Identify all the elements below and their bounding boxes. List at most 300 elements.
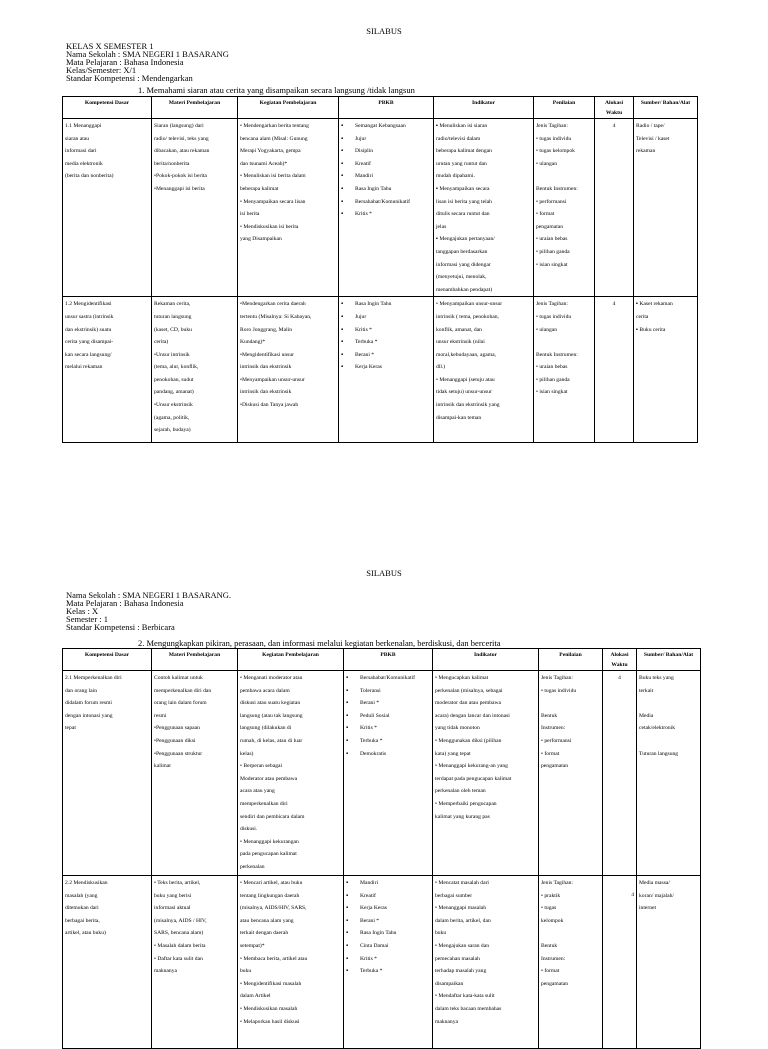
cell-line: didalam forum resmi bbox=[65, 700, 112, 707]
cell-line: (tema, alur, konflik, bbox=[154, 364, 199, 371]
cell-line: •Mengidentifikasi unsur bbox=[240, 351, 295, 358]
header-cell: Sumber/ Bahan/Alat bbox=[637, 649, 701, 671]
cell-line: • ulangan bbox=[536, 160, 558, 167]
cell-indikator bbox=[433, 671, 539, 876]
cell-line: sejarah, budaya) bbox=[154, 427, 191, 434]
cell-line: koran/ majalah/ bbox=[639, 892, 674, 899]
table-row bbox=[63, 119, 698, 297]
cell-line: terkait dengan daerah bbox=[240, 930, 289, 937]
cell-line: (misalnya, AIDS/HIV, SARS, bbox=[240, 905, 307, 912]
cell-line: •Penggunaan diksi bbox=[154, 737, 196, 744]
document-header bbox=[66, 42, 229, 82]
cell-line: maknanya bbox=[154, 968, 177, 975]
competency-detail-2: 2. Mengungkapkan pikiran, perasaan, dan informasi melalui kegiatan berkenalan, berdiskusi, dan bercerita bbox=[138, 638, 501, 648]
cell-line: rekaman bbox=[636, 148, 656, 155]
cell-line: Kundang)* bbox=[240, 339, 266, 346]
cell-line: 1.1 Menanggapi bbox=[65, 123, 102, 129]
header-cell: Indikator bbox=[434, 97, 534, 119]
cell-line: rumah, di kelas, atau di luar bbox=[240, 737, 303, 744]
cell-line: Jenis Tagihan: bbox=[541, 880, 573, 886]
header-cell: Kegiatan Pembelajaran bbox=[238, 97, 339, 119]
cell-line: cerita) bbox=[154, 339, 169, 346]
cell-line: informasi aktual bbox=[154, 905, 191, 912]
cell-line: • format bbox=[536, 211, 555, 218]
bullet-item: ▪ Rasa Ingin Tahu bbox=[341, 183, 431, 196]
cell-line: perkenalan (misalnya, sebagai bbox=[435, 687, 503, 694]
cell-line: Bentuk bbox=[541, 942, 558, 949]
semester: Semester : 1 bbox=[66, 614, 109, 624]
header-cell: Indikator bbox=[433, 649, 539, 671]
cell-line: internet bbox=[639, 905, 657, 912]
cell-line: melalui rekaman bbox=[65, 364, 103, 371]
bullet-item: ▪ Cinta Damai bbox=[346, 940, 430, 953]
cell-sumber bbox=[634, 297, 698, 443]
cell-line: pengamatan bbox=[541, 980, 569, 987]
cell-pbkb bbox=[344, 876, 433, 1049]
table-header-row bbox=[63, 97, 698, 119]
cell-alokasi: 4 bbox=[603, 876, 637, 1049]
cell-line: disampai-kan teman bbox=[436, 414, 482, 421]
cell-line: tepat bbox=[65, 725, 76, 732]
cell-line: • tugas individu bbox=[541, 687, 577, 694]
cell-materi bbox=[152, 876, 238, 1049]
cell-line: maknanya bbox=[435, 1018, 458, 1025]
cell-line: • Berperan sebagai bbox=[240, 763, 283, 770]
cell-line bbox=[541, 927, 600, 940]
cell-line: • Melaporkan hasil diskusi bbox=[240, 1018, 300, 1025]
subject: Mata Pelajaran : Bahasa Indonesia bbox=[66, 57, 184, 67]
cell-line: • isian singkat bbox=[536, 261, 568, 268]
cell-line: sendiri dan pembicara dalam bbox=[240, 813, 305, 820]
cell-line: 2.2 Mendiskusikan bbox=[65, 880, 108, 886]
cell-alokasi: 4 bbox=[603, 671, 637, 876]
cell-line: tidak setuju) unsur-unsur bbox=[436, 389, 492, 396]
cell-line: Buku teks yang bbox=[639, 675, 674, 681]
cell-line: kalimat yang kurang pas bbox=[435, 813, 490, 820]
bullet-item: ▪ Terbuka * bbox=[341, 336, 431, 349]
cell-line: pada pengucapan kalimat bbox=[240, 851, 297, 858]
cell-line: Media bbox=[639, 712, 654, 719]
cell-kegiatan bbox=[238, 671, 344, 876]
cell-line: radio/ televisi, teks yang bbox=[154, 135, 209, 142]
cell-sumber bbox=[637, 876, 701, 1049]
cell-line: • tugas bbox=[541, 905, 557, 912]
cell-pbkb bbox=[344, 671, 433, 876]
cell-line: pengamatan bbox=[536, 223, 564, 230]
cell-line: • pilihan ganda bbox=[536, 248, 570, 255]
cell-line: langsung (dilakukan di bbox=[240, 725, 292, 732]
cell-line: • Memperbaiki pengucapan bbox=[435, 800, 497, 807]
cell-line: tertentu (Misalnya: Si Kabayan, bbox=[240, 313, 312, 320]
cell-line: yang tidak monoton bbox=[435, 725, 480, 732]
bullet-item: ▪ Jujur bbox=[341, 311, 431, 324]
cell-line: berbagai sumber bbox=[435, 892, 473, 899]
page-title-2: SILABUS bbox=[366, 568, 402, 578]
cell-line: tanggapan berdasarkan bbox=[436, 248, 488, 255]
bullet-item: ▪ Bersahabat/Komunikatif bbox=[341, 196, 431, 209]
cell-line: • tugas individu bbox=[536, 313, 572, 320]
bullet-item: ▪ Terbuka * bbox=[346, 735, 430, 748]
cell-penilaian bbox=[534, 297, 595, 443]
cell-line: • Menuliskan isi berita dalam bbox=[240, 173, 306, 180]
table-row bbox=[63, 876, 701, 1049]
cell-line: buku bbox=[435, 930, 447, 937]
cell-line: • uraian bebas bbox=[536, 364, 568, 371]
cell-line: media elektronik bbox=[65, 160, 103, 167]
cell-line: setempat)* bbox=[240, 942, 265, 949]
cell-line: • Menanggapi kekurang-an yang bbox=[435, 763, 508, 770]
cell-line: • uraian bebas bbox=[536, 236, 568, 243]
cell-line: yang Disampaikan bbox=[240, 236, 282, 243]
cell-alokasi: 4 bbox=[595, 297, 634, 443]
cell-line: Televisi / kaset bbox=[636, 135, 670, 142]
cell-line: Tuturan langsung bbox=[639, 750, 679, 757]
header-cell: PBKB bbox=[344, 649, 433, 671]
cell-kompetensi-dasar bbox=[63, 876, 152, 1049]
cell-line: • Mencatat masalah dari bbox=[435, 880, 489, 886]
bullet-item: ▪ Bersahabat/Komunikatif bbox=[346, 672, 430, 685]
cell-line: lisan isi berita yang telah bbox=[436, 198, 492, 205]
bullet-item: ▪ Kritis * bbox=[341, 324, 431, 337]
class-semester: KELAS X SEMESTER 1 bbox=[66, 41, 154, 51]
bullet-item: ▪ Berani * bbox=[346, 697, 430, 710]
cell-line: atau bencana alam yang bbox=[240, 917, 294, 924]
cell-line: ▪ Menuliskan isi siaran bbox=[436, 123, 488, 129]
competency-detail: 1. Memahami siaran atau cerita yang disampaikan secara langsung /tidak langsun bbox=[138, 85, 415, 95]
cell-line: (agama, politik, bbox=[154, 414, 190, 421]
cell-line bbox=[639, 735, 698, 748]
cell-line: buku yang berisi bbox=[154, 892, 192, 899]
cell-line: 2.1 Memperkenalkan diri bbox=[65, 675, 122, 681]
cell-line: • performansi bbox=[536, 198, 567, 205]
bullet-item: ▪ Terbuka * bbox=[346, 965, 430, 978]
cell-line: (menyetujui, menolak, bbox=[436, 274, 487, 281]
bullet-item: ▪ Mandiri bbox=[346, 877, 430, 890]
cell-line: terdapat pada pengucapan kalimat bbox=[435, 775, 512, 782]
cell-indikator bbox=[433, 876, 539, 1049]
cell-line: • praktik bbox=[541, 892, 561, 899]
cell-line: kelas) bbox=[240, 750, 254, 757]
cell-line: tuturan langsung bbox=[154, 313, 192, 320]
bullet-item: ▪ Berani * bbox=[341, 349, 431, 362]
cell-line: bencana alam (Misal: Gunung bbox=[240, 135, 308, 142]
cell-line: Bentuk bbox=[541, 712, 558, 719]
cell-line: dengan intonasi yang bbox=[65, 712, 113, 719]
cell-line: •Menyampaikan unsur-unsur bbox=[240, 376, 305, 383]
cell-line: •Penggunaan sapaan bbox=[154, 725, 200, 732]
cell-line: • Teks berita, artikel, bbox=[154, 880, 201, 886]
cell-line: • Mengajukan saran dan bbox=[435, 942, 489, 949]
cell-line: informasi yang didengar bbox=[436, 261, 491, 268]
cell-sumber bbox=[637, 671, 701, 876]
cell-line: • Menanggapi masalah bbox=[435, 905, 487, 912]
cell-line: Instrumen: bbox=[541, 955, 566, 962]
cell-line: • Mendiskusikan isi berita bbox=[240, 223, 299, 230]
header-cell: Penilaian bbox=[534, 97, 595, 119]
cell-line: penokohan, sudut bbox=[154, 376, 194, 383]
cell-line bbox=[536, 170, 592, 183]
cell-line: • Masalah dalam berita bbox=[154, 942, 206, 949]
cell-line: •Pokok-pokok isi berita bbox=[154, 173, 207, 180]
cell-pbkb bbox=[339, 119, 434, 297]
bullet-item: ▪ Peduli Sosial bbox=[346, 710, 430, 723]
cell-line: pengamatan bbox=[541, 763, 569, 770]
cell-line: (berita dan nonberita) bbox=[65, 173, 114, 180]
cell-line: menambahkan pendapat) bbox=[436, 286, 493, 293]
cell-line: • Menyampaikan secara lisan bbox=[240, 198, 306, 205]
cell-line: kalimat bbox=[154, 763, 171, 770]
cell-line: ▪ Menyampaikan secara bbox=[436, 185, 490, 192]
cell-line: masalah (yang bbox=[65, 892, 98, 899]
header-cell: Materi Pembelajaran bbox=[152, 97, 238, 119]
cell-line: berbagai berita, bbox=[65, 917, 100, 924]
header-cell: Kompetensi Dasar bbox=[63, 97, 152, 119]
cell-line: acara) dengan lancar dan intonasi bbox=[435, 712, 510, 719]
cell-line: •Mendengarkan cerita daerah bbox=[240, 301, 306, 308]
table-header-row bbox=[63, 649, 701, 671]
cell-line: ditulis secara runtut dan bbox=[436, 211, 490, 218]
bullet-item: ▪ Jujur bbox=[341, 133, 431, 146]
cell-line: •Unsur ekstrinsik bbox=[154, 402, 193, 409]
bullet-item: ▪ Disiplin bbox=[341, 145, 431, 158]
header-cell: Sumber/ Bahan/Alat bbox=[634, 97, 698, 119]
cell-line: Merapi Yogyakarta, gempa bbox=[240, 148, 301, 155]
cell-kompetensi-dasar bbox=[63, 119, 152, 297]
cell-line: dan tsunami Aceah)* bbox=[240, 160, 288, 167]
cell-line: konflik, amanat, dan bbox=[436, 326, 482, 333]
cell-line: radio/televisi dalam bbox=[436, 135, 481, 142]
cell-line: mudah dipahami. bbox=[436, 173, 475, 180]
cell-line: terhadap masalah yang bbox=[435, 968, 487, 975]
cell-line: dalam berita, artikel, dan bbox=[435, 917, 491, 924]
cell-line: unsur sastra (intrinsik bbox=[65, 313, 114, 320]
cell-line: Moderator atau pembawa bbox=[240, 775, 298, 782]
competency-standard: Standar Kompetensi : Mendengarkan bbox=[66, 73, 193, 83]
cell-line: ▪ Buku cerita bbox=[636, 326, 666, 333]
cell-line: Radio / tape/ bbox=[636, 123, 665, 129]
cell-line: intrinsik dan ekstrinsik bbox=[240, 389, 292, 396]
cell-line: Bentuk Instrumen: bbox=[536, 185, 578, 192]
cell-line: dan ekstrinsik) suatu bbox=[65, 326, 112, 333]
bullet-item: ▪ Kritis * bbox=[341, 208, 431, 221]
cell-penilaian bbox=[539, 671, 603, 876]
cell-line: perkenalan bbox=[240, 863, 265, 870]
bullet-item: ▪ Kreatif bbox=[341, 158, 431, 171]
cell-line: ditemukan dari bbox=[65, 905, 99, 912]
cell-line: orang lain dalam forum bbox=[154, 700, 207, 707]
cell-line: dalam teks bacaan membahas bbox=[435, 1005, 502, 1012]
cell-line: •Penggunaan struktur bbox=[154, 750, 203, 757]
cell-line: diskusi. bbox=[240, 826, 258, 833]
cell-line bbox=[639, 697, 698, 710]
cell-line: informasi dari bbox=[65, 148, 97, 155]
cell-line: langsung (atau tak langsung bbox=[240, 712, 303, 719]
bullet-item: ▪ Kritis * bbox=[346, 953, 430, 966]
cell-sumber bbox=[634, 119, 698, 297]
cell-line: • isian singkat bbox=[536, 389, 568, 396]
cell-line: • ulangan bbox=[536, 326, 558, 333]
cell-line: intrinsik ( tema, penokohan, bbox=[436, 313, 499, 320]
header-cell: Materi Pembelajaran bbox=[152, 649, 238, 671]
bullet-item: ▪ Berani * bbox=[346, 915, 430, 928]
cell-line: • Menganati moderator atau bbox=[240, 675, 303, 681]
cell-line: • performansi bbox=[541, 737, 572, 744]
cell-kompetensi-dasar bbox=[63, 671, 152, 876]
competency-standard: Standar Kompetensi : Berbicara bbox=[66, 622, 175, 632]
cell-line: • Mencari artikel, atau buku bbox=[240, 880, 303, 886]
cell-line: • Mengidentifikasi masalah bbox=[240, 980, 302, 987]
syllabus-table bbox=[62, 96, 698, 443]
cell-line: artikel, atau buku) bbox=[65, 930, 106, 937]
header-cell: Kompetensi Dasar bbox=[63, 649, 152, 671]
cell-materi bbox=[152, 671, 238, 876]
bullet-item: ▪ Demokratis bbox=[346, 748, 430, 761]
cell-line: cetak/elektronik bbox=[639, 725, 676, 732]
cell-line: • Mengucapkan kalimat bbox=[435, 675, 489, 681]
bullet-item: ▪ Mandiri bbox=[341, 170, 431, 183]
cell-line: kan secara langsung/ bbox=[65, 351, 112, 358]
cell-line: resmi bbox=[154, 712, 167, 719]
cell-line: dalam Artikel bbox=[240, 993, 271, 1000]
bullet-item: ▪ Rasa Ingin Tahu bbox=[341, 298, 431, 311]
cell-line: • Menanggapi kekurangan bbox=[240, 838, 299, 845]
cell-line: SARS, bencana alam) bbox=[154, 930, 204, 937]
cell-line: unsur ekstrinsik (nilai bbox=[436, 339, 485, 346]
cell-line: disampaikan bbox=[435, 980, 464, 987]
cell-line: memperkenalkan diri dan bbox=[154, 687, 212, 694]
cell-line: Siaran (langsung) dari bbox=[154, 123, 204, 129]
cell-line: cerita bbox=[636, 313, 649, 320]
cell-line: Roro Jonggrang, Malin bbox=[240, 326, 293, 333]
class-semester-2: Kelas/Semester: X/1 bbox=[66, 65, 137, 75]
cell-line: •Unsur intrinsik bbox=[154, 351, 190, 358]
bullet-item: ▪ Rasa Ingin Tahu bbox=[346, 927, 430, 940]
cell-line: • format bbox=[541, 968, 560, 975]
cell-kompetensi-dasar bbox=[63, 297, 152, 443]
cell-line: Instrumen: bbox=[541, 725, 566, 732]
header-cell: PBKB bbox=[339, 97, 434, 119]
cell-pbkb bbox=[339, 297, 434, 443]
cell-indikator bbox=[434, 297, 534, 443]
cell-materi bbox=[152, 119, 238, 297]
cell-line: berita/nonberita bbox=[154, 160, 190, 167]
cell-line: intrinsik dan ekstrinsik yang bbox=[436, 402, 500, 409]
cell-line: acara atau yang bbox=[240, 788, 275, 795]
cell-kegiatan bbox=[238, 119, 339, 297]
cell-line: beberapa kalimat dengan bbox=[436, 148, 492, 155]
cell-line: diskusi atau suatu kegiatan bbox=[240, 700, 301, 707]
cell-line: Bentuk Instrumen: bbox=[536, 351, 578, 358]
cell-line: (misalnya, AIDS / HIV, bbox=[154, 917, 207, 924]
cell-line: dll.) bbox=[436, 364, 446, 371]
cell-line: isi berita bbox=[240, 211, 260, 218]
cell-line: • Menyampaikan unsur-unsur bbox=[436, 301, 503, 308]
cell-line: • format bbox=[541, 750, 560, 757]
header-cell: Alokasi Waktu bbox=[595, 97, 634, 119]
cell-penilaian bbox=[539, 876, 603, 1049]
bullet-item: ▪ Kritis * bbox=[346, 722, 430, 735]
cell-line: • Daftar kata sulit dan bbox=[154, 955, 203, 962]
table-row bbox=[63, 671, 701, 876]
table-row bbox=[63, 297, 698, 443]
cell-line: perkenalan oleh teman bbox=[435, 788, 486, 795]
bullet-item: ▪ Toleransi bbox=[346, 685, 430, 698]
cell-line bbox=[536, 336, 592, 349]
cell-line: 1.2 Mengidentifikasi bbox=[65, 301, 112, 308]
cell-line: Rekaman cerita, bbox=[154, 301, 191, 308]
school-name: Nama Sekolah : SMA NEGERI 1 BASARANG bbox=[66, 49, 229, 59]
cell-line: memperkenalkan diri bbox=[240, 800, 288, 807]
cell-penilaian bbox=[534, 119, 595, 297]
cell-line: pembawa acara dalam bbox=[240, 687, 290, 694]
cell-line: jelas bbox=[436, 223, 447, 230]
cell-indikator bbox=[434, 119, 534, 297]
cell-line: •Menanggapi isi berita bbox=[154, 185, 205, 192]
cell-line: siaran atau bbox=[65, 135, 90, 142]
cell-line: kelompok bbox=[541, 917, 564, 924]
cell-line: • pilihan ganda bbox=[536, 376, 570, 383]
cell-line: pemecahan masalah bbox=[435, 955, 480, 962]
header-cell: Alokasi Waktu bbox=[603, 649, 637, 671]
cell-line: ▪ Mengajukan pertanyaan/ bbox=[436, 236, 495, 243]
cell-line: pandang, amanat) bbox=[154, 389, 194, 396]
cell-line: ▪ Kaset rekaman bbox=[636, 301, 673, 308]
cell-alokasi: 4 bbox=[595, 119, 634, 297]
page-title: SILABUS bbox=[366, 26, 402, 36]
cell-line: • tugas individu bbox=[536, 135, 572, 142]
document-header-2 bbox=[66, 591, 231, 631]
subject: Mata Pelajaran : Bahasa Indonesia bbox=[66, 598, 184, 608]
cell-line: • Mendaftar kata-kata sulit bbox=[435, 993, 495, 1000]
cell-line: terkait bbox=[639, 687, 654, 694]
cell-line: Jenis Tagihan: bbox=[541, 675, 573, 681]
cell-line: dibacakan, atau rekaman bbox=[154, 148, 210, 155]
cell-line: intrinsik dan ekstrinsik bbox=[240, 364, 292, 371]
bullet-item: ▪ Kerja Keras bbox=[341, 361, 431, 374]
cell-line: Jenis Tagihan: bbox=[536, 123, 568, 129]
cell-line: tentang lingkungan daerah bbox=[240, 892, 300, 899]
bullet-item: ▪ Kerja Keras bbox=[346, 902, 430, 915]
bullet-item: ▪ Kreatif bbox=[346, 890, 430, 903]
class: Kelas : X bbox=[66, 606, 99, 616]
cell-line: moderator dan atau pembawa bbox=[435, 700, 502, 707]
cell-line: beberapa kalimat bbox=[240, 185, 279, 192]
cell-line: (kaset, CD, buku bbox=[154, 326, 192, 333]
cell-kegiatan bbox=[238, 876, 344, 1049]
syllabus-table-2 bbox=[62, 648, 701, 1049]
cell-line: Media massa/ bbox=[639, 880, 670, 886]
cell-line: urutan yang runtut dan bbox=[436, 160, 487, 167]
cell-line: cerita yang disampai- bbox=[65, 339, 114, 346]
cell-line bbox=[541, 697, 600, 710]
cell-line: • Menggunakan diksi (pilihan bbox=[435, 737, 502, 744]
cell-materi bbox=[152, 297, 238, 443]
cell-line: • Mendengarkan berita tentang bbox=[240, 123, 309, 129]
cell-line: moral,kebudayaan, agama, bbox=[436, 351, 496, 358]
header-cell: Kegiatan Pembelajaran bbox=[238, 649, 344, 671]
cell-line: Contoh kalimat untuk bbox=[154, 675, 203, 681]
cell-line: buku bbox=[240, 968, 252, 975]
cell-line: Jenis Tagihan: bbox=[536, 301, 568, 308]
header-cell: Penilaian bbox=[539, 649, 603, 671]
cell-kegiatan bbox=[238, 297, 339, 443]
cell-line: • Membaca berita, artikel atau bbox=[240, 955, 308, 962]
school-name: Nama Sekolah : SMA NEGERI 1 BASARANG. bbox=[66, 590, 232, 600]
cell-line: dan orang lain bbox=[65, 687, 97, 694]
cell-line: • Menanggapi (setuju atau bbox=[436, 376, 495, 383]
bullet-item: ▪ Semangat Kebangsaan bbox=[341, 120, 431, 133]
cell-line: kata) yang tepat bbox=[435, 750, 471, 757]
